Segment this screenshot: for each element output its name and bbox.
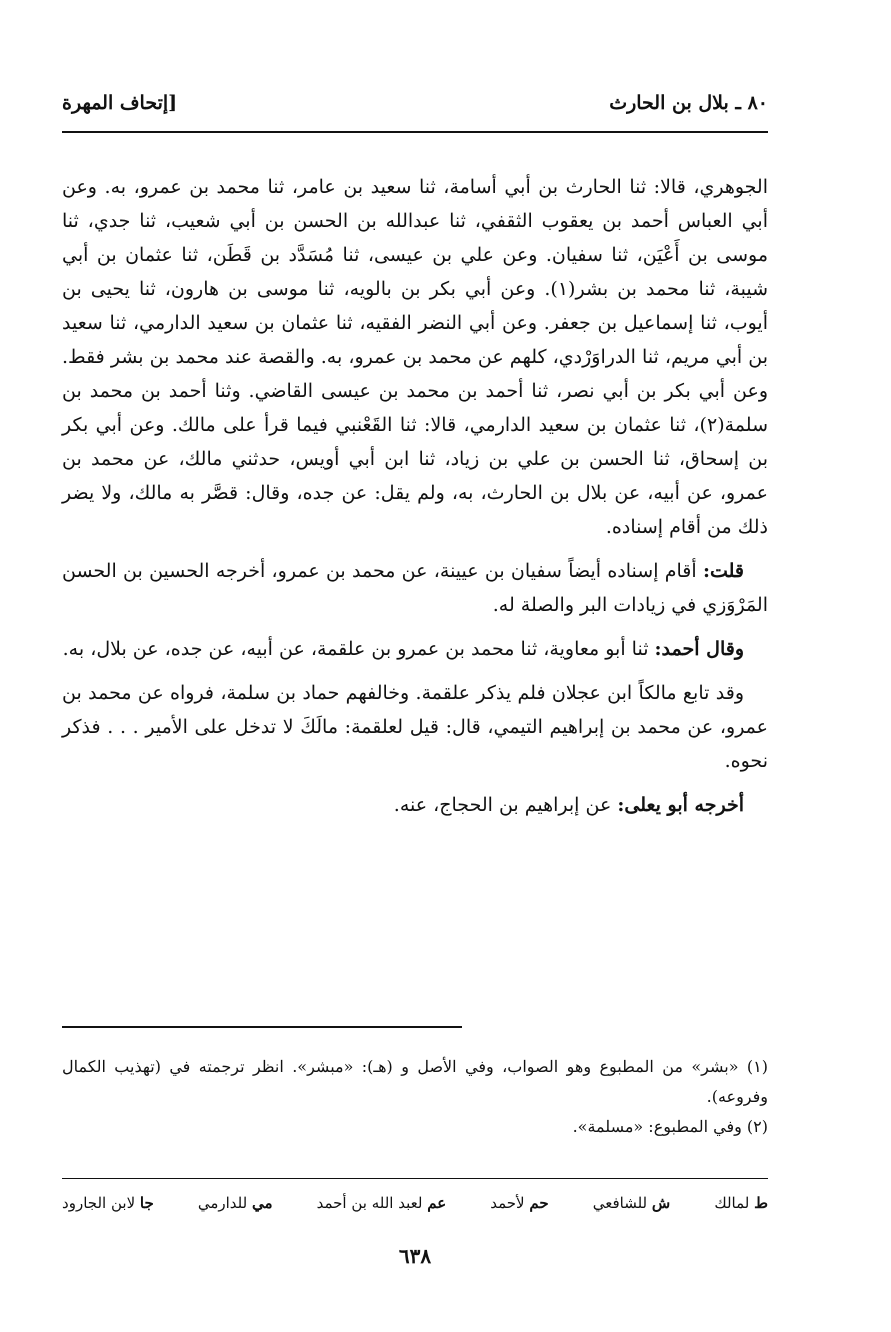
footnote-1: (١) «بشر» من المطبوع وهو الصواب، وفي الأصل و (هـ): «مبشر». انظر ترجمته في (تهذيب الكمال وفروعه).: [62, 1057, 768, 1106]
abbrev-name: للدارمي: [197, 1194, 248, 1212]
document-page: [62, 0, 768, 1332]
abbrev-code: عم: [427, 1194, 447, 1212]
abbrev-code: جا: [139, 1194, 154, 1212]
abbreviation-key: [62, 1194, 768, 1212]
main-text: [62, 170, 768, 832]
paragraph-2-text: أقام إسناده أيضاً سفيان بن عيينة، عن محمد بن عمرو، أخرجه الحسين بن الحسن المَرْوَزي في زيادات البر والصلة له.: [62, 560, 768, 616]
abbrev-item: [198, 1194, 273, 1212]
abbrev-item: [317, 1194, 447, 1212]
paragraph-2-label: قلت:: [702, 560, 744, 582]
abbrev-item: [714, 1194, 768, 1212]
header-divider: [62, 131, 768, 133]
page-number: ٦٣٨: [398, 1244, 432, 1268]
paragraph-4: وقد تابع مالكاً ابن عجلان فلم يذكر علقمة. وخالفهم حماد بن سلمة، فرواه عن محمد بن عمرو، عن محمد بن إبراهيم التيمي، قال: قيل لعلقمة: مالَكَ لا تدخل على الأمير . . . فذكر نحوه.: [62, 682, 768, 772]
paragraph-5-label: أخرجه أبو يعلى:: [617, 794, 744, 816]
paragraph-2: [62, 554, 768, 622]
footnote-2: (٢) وفي المطبوع: «مسلمة».: [572, 1117, 768, 1136]
abbrev-code: مي: [251, 1194, 273, 1212]
paragraph-5: [62, 788, 768, 822]
paragraph-3-label: وقال أحمد:: [654, 638, 744, 660]
footer-divider: [62, 1178, 768, 1179]
footnotes: [62, 1052, 768, 1142]
paragraph-5-text: عن إبراهيم بن الحجاج، عنه.: [393, 794, 618, 816]
book-title: [إتحاف المهرة: [62, 92, 178, 114]
abbrev-name: لأحمد: [490, 1194, 525, 1212]
paragraph-1: الجوهري، قالا: ثنا الحارث بن أبي أسامة، ثنا سعيد بن عامر، ثنا محمد بن عمرو، به. وعن أبي العباس أحمد بن يعقوب الثقفي، ثنا عبدالله بن الحسن بن أبي شعيب، ثنا جدي، ثنا موسى بن أَعْيَن، ثنا سفيان. وعن علي بن عيسى، ثنا مُسَدَّد بن قَطَن، ثنا عثمان بن أبي شيبة، ثنا محمد بن بشر(١). وعن أبي بكر بن بالويه، ثنا موسى بن هارون، ثنا يحيى بن أيوب، ثنا إسماعيل بن جعفر. وعن أبي النضر الفقيه، ثنا عثمان بن سعيد الدارمي، ثنا سعيد بن أبي مريم، ثنا الدراوَرْدي، كلهم عن محمد بن عمرو، به. والقصة عند محمد بن بشر فقط. وعن أبي بكر بن أبي نصر، ثنا أحمد بن محمد بن عيسى القاضي. وثنا أحمد بن محمد بن سلمة(٢)، ثنا عثمان بن سعيد الدارمي، قالا: ثنا القَعْنبي فيما قرأ على مالك. وعن أبي بكر بن إسحاق، ثنا الحسن بن علي بن زياد، ثنا ابن أبي أويس، حدثني مالك، عن محمد بن عمرو، عن أبيه، عن بلال بن الحارث، به، ولم يقل: عن جده، وقال: قصَّر به مالك، ولا يضر ذلك من أقام إسناده.: [62, 176, 768, 538]
page-header: [62, 88, 768, 118]
abbrev-name: للشافعي: [592, 1194, 648, 1212]
chapter-title: ٨٠ ـ بلال بن الحارث: [609, 92, 768, 114]
abbrev-item: [490, 1194, 548, 1212]
abbrev-code: ط: [754, 1194, 768, 1212]
abbrev-item: [62, 1194, 154, 1212]
abbrev-name: لمالك: [714, 1194, 750, 1212]
paragraph-3: [62, 632, 768, 666]
abbrev-item: [593, 1194, 671, 1212]
paragraph-3-text: ثنا أبو معاوية، ثنا محمد بن عمرو بن علقمة، عن أبيه، عن جده، عن بلال، به.: [62, 638, 655, 660]
abbrev-code: ش: [651, 1194, 671, 1212]
abbrev-name: لابن الجارود: [62, 1194, 136, 1212]
abbrev-code: حم: [529, 1194, 549, 1212]
abbrev-name: لعبد الله بن أحمد: [316, 1194, 423, 1212]
footnote-divider: [62, 1026, 462, 1028]
